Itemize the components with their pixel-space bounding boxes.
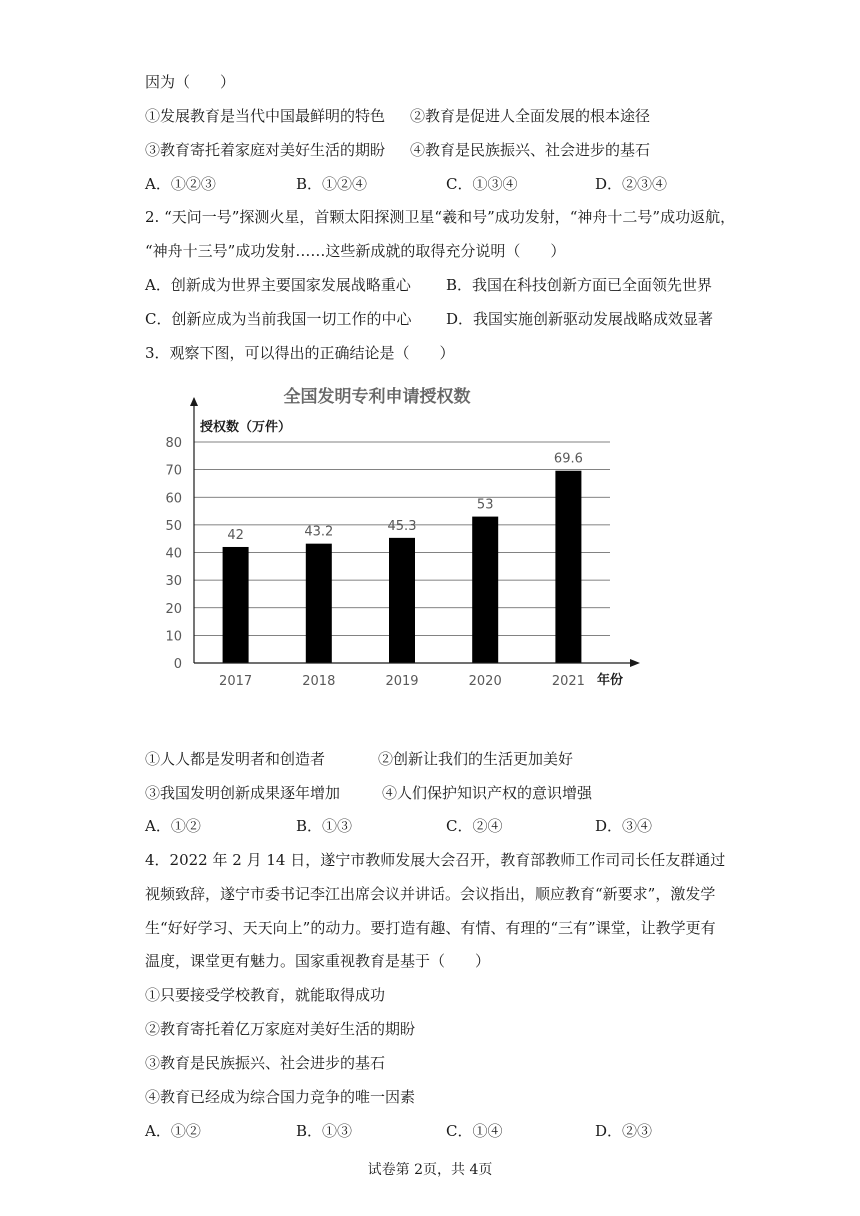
bar [306, 544, 332, 663]
x-tick-label: 2017 [219, 674, 253, 689]
q1-option-a[interactable]: A．①②③ [145, 175, 216, 193]
y-tick-label: 70 [165, 463, 182, 479]
q3-option-c[interactable]: C．②④ [446, 817, 503, 835]
patent-bar-chart [150, 380, 670, 700]
x-tick-label: 2021 [551, 674, 585, 689]
question-4-stem-line-3: 生“好好学习、天天向上”的动力。要打造有趣、有情、有理的“三有”课堂，让教学更有 [145, 919, 716, 937]
statement-4: ④教育是民族振兴、社会进步的基石 [410, 141, 651, 159]
bar [555, 471, 581, 663]
bar [472, 517, 498, 663]
q3-statement-3: ③我国发明创新成果逐年增加 [145, 784, 341, 802]
statement-1: ①发展教育是当代中国最鲜明的特色 [145, 107, 386, 125]
question-4-stem-line-2: 视频致辞，遂宁市委书记李江出席会议并讲话。会议指出，顺应教育“新要求”，激发学 [145, 885, 716, 903]
y-axis-label: 授权数（万件） [200, 420, 292, 435]
statement-3: ③教育寄托着家庭对美好生活的期盼 [145, 141, 386, 159]
q3-statement-1: ①人人都是发明者和创造者 [145, 750, 326, 768]
q4-option-b[interactable]: B．①③ [296, 1122, 353, 1140]
q2-option-d[interactable]: D．我国实施创新驱动发展战略成效显著 [446, 310, 714, 328]
data-label: 53 [476, 497, 494, 513]
question-3-stem: 3．观察下图，可以得出的正确结论是（ ） [145, 344, 455, 362]
q1-option-d[interactable]: D．②③④ [595, 175, 668, 193]
q3-option-d[interactable]: D．③④ [595, 817, 653, 835]
x-axis-arrow [630, 659, 640, 667]
question-4-stem-line-4: 温度，课堂更有魅力。国家重视教育是基于（ ） [145, 952, 491, 970]
statement-2: ②教育是促进人全面发展的根本途径 [410, 107, 651, 125]
q2-option-c[interactable]: C．创新应成为当前我国一切工作的中心 [145, 310, 412, 328]
q4-statement-1: ①只要接受学校教育，就能取得成功 [145, 986, 386, 1004]
q1-option-c[interactable]: C．①③④ [446, 175, 518, 193]
y-tick-label: 0 [173, 657, 182, 672]
y-tick-label: 50 [165, 518, 182, 534]
y-axis-arrow [190, 397, 198, 406]
question-4-stem-line-1: 4．2022 年 2 月 14 日，遂宁市教师发展大会召开，教育部教师工作司司长任友群通过 [145, 851, 726, 869]
question-2-stem-line-2: “神舟十三号”成功发射……这些新成就的取得充分说明（ ） [145, 242, 566, 260]
q4-option-a[interactable]: A．①② [145, 1122, 201, 1140]
bar [223, 547, 249, 663]
chart-title: 全国发明专利申请授权数 [283, 387, 471, 407]
page-footer: 试卷第 2页，共 4页 [367, 1162, 493, 1178]
bar [389, 538, 415, 663]
data-label: 42 [227, 527, 244, 543]
y-tick-label: 80 [165, 436, 182, 451]
y-tick-label: 30 [165, 574, 182, 590]
x-tick-label: 2019 [385, 674, 419, 689]
data-label: 43.2 [304, 524, 334, 540]
q2-option-a[interactable]: A．创新成为世界主要国家发展战略重心 [145, 276, 411, 294]
q4-statement-2: ②教育寄托着亿万家庭对美好生活的期盼 [145, 1020, 416, 1038]
q4-option-d[interactable]: D．②③ [595, 1122, 653, 1140]
x-tick-label: 2020 [468, 674, 502, 689]
q3-option-b[interactable]: B．①③ [296, 817, 353, 835]
data-label: 45.3 [387, 518, 417, 534]
x-tick-label: 2018 [302, 674, 336, 689]
y-tick-label: 40 [165, 546, 182, 562]
q4-statement-4: ④教育已经成为综合国力竞争的唯一因素 [145, 1088, 416, 1106]
y-tick-label: 10 [165, 629, 182, 645]
q4-option-c[interactable]: C．①④ [446, 1122, 503, 1140]
x-axis-label: 年份 [597, 673, 624, 688]
y-tick-label: 20 [165, 601, 182, 617]
q2-option-b[interactable]: B．我国在科技创新方面已全面领先世界 [446, 276, 713, 294]
q3-statement-4: ④人们保护知识产权的意识增强 [382, 784, 593, 802]
question-1-stem-end: 因为（ ） [145, 73, 236, 91]
bars [223, 452, 583, 663]
data-label: 69.6 [553, 451, 583, 467]
q3-statement-2: ②创新让我们的生活更加美好 [378, 750, 574, 768]
q1-option-b[interactable]: B．①②④ [296, 175, 368, 193]
q4-statement-3: ③教育是民族振兴、社会进步的基石 [145, 1054, 386, 1072]
y-tick-label: 60 [165, 491, 182, 507]
question-2-stem-line-1: 2. “天问一号”探测火星，首颗太阳探测卫星“羲和号”成功发射，“神舟十二号”成功返航， [145, 208, 736, 226]
q3-option-a[interactable]: A．①② [145, 817, 201, 835]
